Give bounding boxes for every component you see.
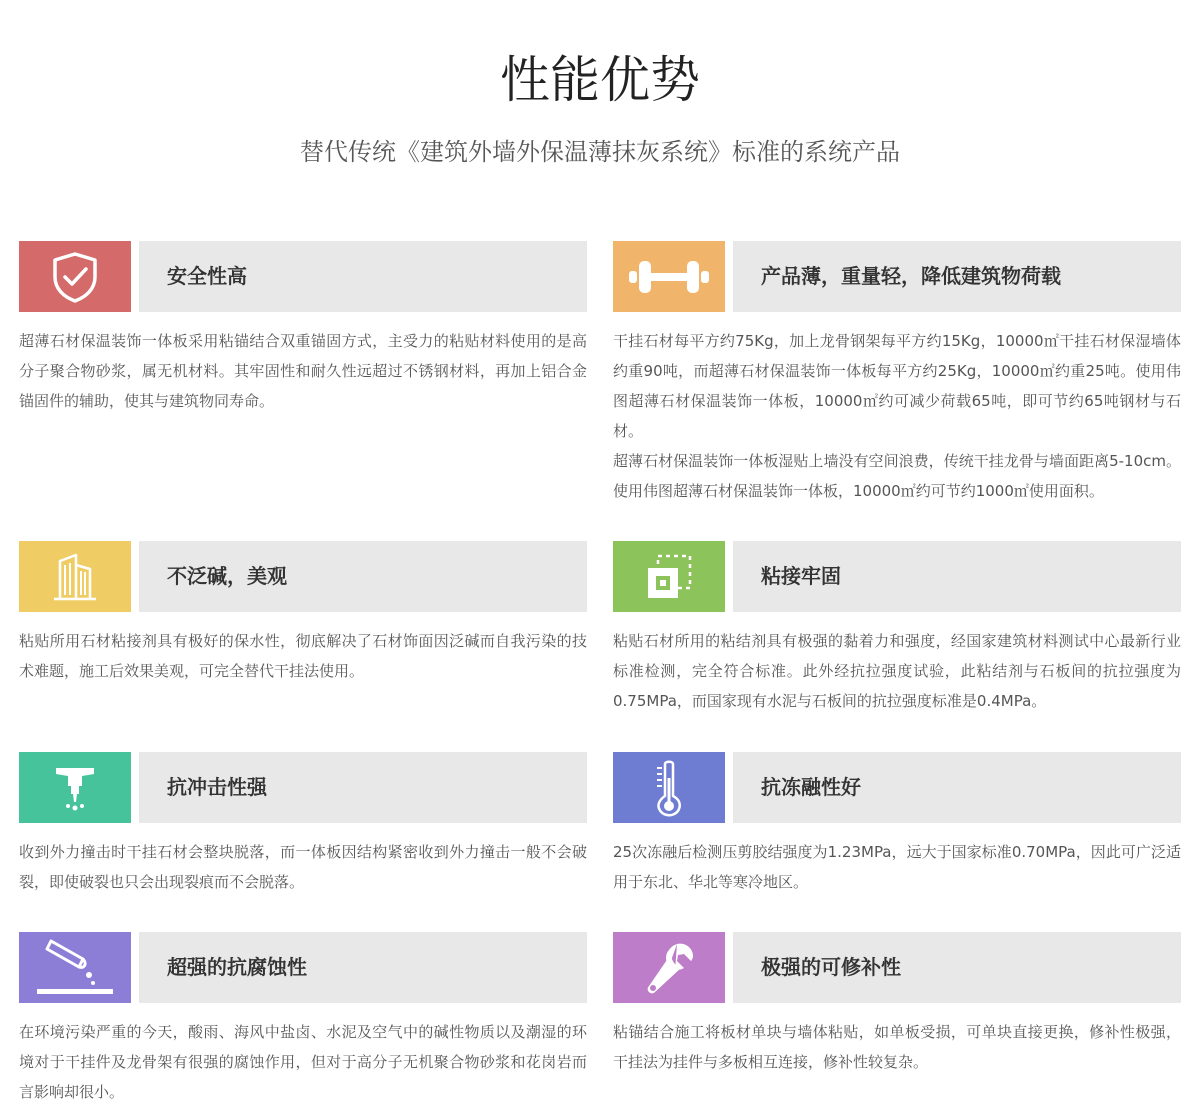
- bonded-square-icon: [613, 541, 725, 612]
- feature-description: [19, 837, 587, 897]
- building-icon: [19, 541, 131, 612]
- feature-title: 产品薄，重量轻，降低建筑物荷载: [761, 264, 1061, 288]
- feature-description: [19, 1017, 587, 1107]
- feature-card-no-efflorescence: [19, 541, 587, 686]
- feature-card-impact-resistance: [19, 752, 587, 897]
- feature-title: 抗冲击性强: [167, 775, 267, 799]
- feature-card-safety: [19, 241, 587, 416]
- feature-title: 抗冻融性好: [761, 775, 861, 799]
- feature-paragraph: 收到外力撞击时干挂石材会整块脱落，而一体板因结构紧密收到外力撞击一般不会破裂，即使破裂也只会出现裂痕而不会脱落。: [19, 843, 587, 891]
- feature-paragraph: 粘贴所用石材粘接剂具有极好的保水性，彻底解决了石材饰面因泛碱而自我污染的技术难题，施工后效果美观，可完全替代干挂法使用。: [19, 632, 587, 680]
- feature-title: 粘接牢固: [761, 564, 841, 588]
- page-subtitle: 替代传统《建筑外墙外保温薄抹灰系统》标准的系统产品: [300, 138, 900, 166]
- feature-paragraph: 25次冻融后检测压剪胶结强度为1.23MPa，远大于国家标准0.70MPa，因此可广泛适用于东北、华北等寒冷地区。: [613, 843, 1181, 891]
- feature-description: [613, 837, 1181, 897]
- feature-paragraph: 干挂石材每平方约75Kg，加上龙骨钢架每平方约15Kg，10000㎡干挂石材保湿墙体约重90吨，而超薄石材保温装饰一体板每平方约25Kg，10000㎡约重25吨。使用伟图超薄石材保温装饰一体板，10000㎡约可减少荷载65吨，即可节约65吨钢材与石材。: [613, 332, 1181, 440]
- feature-description: [19, 626, 587, 686]
- feature-paragraph: 超薄石材保温装饰一体板采用粘锚结合双重锚固方式，主受力的粘贴材料使用的是高分子聚合物砂浆，属无机材料。其牢固性和耐久性远超过不锈钢材料，再加上铝合金锚固件的辅助，使其与建筑物同寿命。: [19, 332, 587, 410]
- shield-check-icon: [19, 241, 131, 312]
- feature-card-firm-bonding: [613, 541, 1181, 716]
- feature-paragraph: 在环境污染严重的今天，酸雨、海风中盐卤、水泥及空气中的碱性物质以及潮湿的环境对于干挂件及龙骨架有很强的腐蚀作用，但对于高分子无机聚合物砂浆和花岗岩而言影响却很小。: [19, 1023, 587, 1101]
- wrench-icon: [613, 932, 725, 1003]
- feature-title: 不泛碱，美观: [167, 564, 287, 588]
- feature-paragraph: 粘贴石材所用的粘结剂具有极强的黏着力和强度，经国家建筑材料测试中心最新行业标准检测，完全符合标准。此外经抗拉强度试验，此粘结剂与石板间的抗拉强度为0.75MPa，而国家现有水泥与石板间的抗拉强度标准是0.4MPa。: [613, 632, 1181, 710]
- feature-title: 极强的可修补性: [761, 955, 901, 979]
- page-title: 性能优势: [500, 51, 700, 109]
- jackhammer-icon: [19, 752, 131, 823]
- feature-card-corrosion-resistance: [19, 932, 587, 1107]
- feature-card-repairability: [613, 932, 1181, 1077]
- feature-card-lightweight: [613, 241, 1181, 506]
- feature-card-freeze-thaw: [613, 752, 1181, 897]
- feature-paragraph: 粘锚结合施工将板材单块与墙体粘贴，如单板受损，可单块直接更换，修补性极强，干挂法为挂件与多板相互连接，修补性较复杂。: [613, 1023, 1181, 1071]
- feature-description: [613, 1017, 1181, 1077]
- feature-title: 超强的抗腐蚀性: [167, 955, 307, 979]
- dumbbell-icon: [613, 241, 725, 312]
- thermometer-icon: [613, 752, 725, 823]
- feature-description: [613, 626, 1181, 716]
- feature-paragraph: 超薄石材保温装饰一体板湿贴上墙没有空间浪费，传统干挂龙骨与墙面距离5-10cm。使用伟图超薄石材保温装饰一体板，10000㎡约可节约1000㎡使用面积。: [613, 452, 1181, 500]
- feature-title: 安全性高: [167, 264, 247, 288]
- feature-description: [19, 326, 587, 416]
- feature-description: [613, 326, 1181, 506]
- test-tube-icon: [19, 932, 131, 1003]
